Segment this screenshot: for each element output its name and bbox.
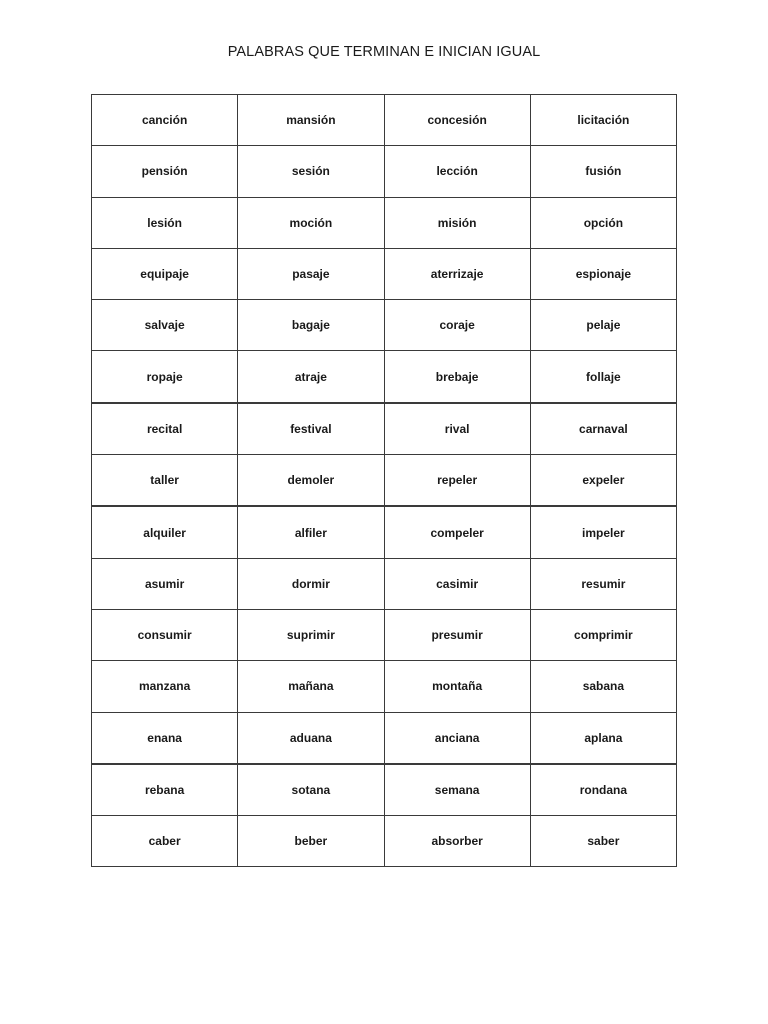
word-cell: festival xyxy=(238,403,384,455)
table-row xyxy=(92,506,677,558)
word-cell: aplana xyxy=(530,712,676,764)
word-cell: saber xyxy=(530,816,676,867)
word-cell: beber xyxy=(238,816,384,867)
table-row xyxy=(92,558,677,609)
word-cell: semana xyxy=(384,764,530,816)
word-cell: presumir xyxy=(384,609,530,660)
word-cell: casimir xyxy=(384,558,530,609)
word-cell: pelaje xyxy=(530,300,676,351)
word-cell: concesión xyxy=(384,95,530,146)
table-row xyxy=(92,197,677,248)
word-cell: absorber xyxy=(384,816,530,867)
word-cell: caber xyxy=(92,816,238,867)
word-cell: pensión xyxy=(92,146,238,197)
word-cell: manzana xyxy=(92,661,238,712)
table-row xyxy=(92,351,677,403)
word-cell: aterrizaje xyxy=(384,248,530,299)
word-cell: dormir xyxy=(238,558,384,609)
word-cell: resumir xyxy=(530,558,676,609)
table-row xyxy=(92,712,677,764)
word-cell: aduana xyxy=(238,712,384,764)
word-cell: canción xyxy=(92,95,238,146)
table-row xyxy=(92,609,677,660)
word-cell: bagaje xyxy=(238,300,384,351)
word-cell: montaña xyxy=(384,661,530,712)
word-cell: equipaje xyxy=(92,248,238,299)
word-cell: fusión xyxy=(530,146,676,197)
word-cell: taller xyxy=(92,455,238,507)
word-cell: alfiler xyxy=(238,506,384,558)
table-row xyxy=(92,403,677,455)
word-cell: misión xyxy=(384,197,530,248)
word-cell: carnaval xyxy=(530,403,676,455)
table-row xyxy=(92,95,677,146)
word-cell: pasaje xyxy=(238,248,384,299)
table-row xyxy=(92,248,677,299)
word-table-body xyxy=(92,95,677,867)
word-cell: salvaje xyxy=(92,300,238,351)
word-cell: opción xyxy=(530,197,676,248)
word-cell: impeler xyxy=(530,506,676,558)
word-cell: compeler xyxy=(384,506,530,558)
word-cell: rival xyxy=(384,403,530,455)
word-cell: lesión xyxy=(92,197,238,248)
word-cell: mañana xyxy=(238,661,384,712)
word-cell: espionaje xyxy=(530,248,676,299)
word-cell: rebana xyxy=(92,764,238,816)
word-cell: comprimir xyxy=(530,609,676,660)
word-cell: alquiler xyxy=(92,506,238,558)
word-cell: coraje xyxy=(384,300,530,351)
table-row xyxy=(92,455,677,507)
word-cell: ropaje xyxy=(92,351,238,403)
word-cell: demoler xyxy=(238,455,384,507)
table-row xyxy=(92,764,677,816)
table-row xyxy=(92,146,677,197)
word-cell: atraje xyxy=(238,351,384,403)
word-cell: recital xyxy=(92,403,238,455)
word-cell: asumir xyxy=(92,558,238,609)
word-cell: sotana xyxy=(238,764,384,816)
table-row xyxy=(92,661,677,712)
word-cell: anciana xyxy=(384,712,530,764)
word-cell: consumir xyxy=(92,609,238,660)
word-cell: suprimir xyxy=(238,609,384,660)
word-cell: rondana xyxy=(530,764,676,816)
word-cell: mansión xyxy=(238,95,384,146)
page-title: PALABRAS QUE TERMINAN E INICIAN IGUAL xyxy=(227,44,541,60)
word-cell: moción xyxy=(238,197,384,248)
table-row xyxy=(92,300,677,351)
word-cell: follaje xyxy=(530,351,676,403)
word-cell: sesión xyxy=(238,146,384,197)
word-cell: sabana xyxy=(530,661,676,712)
word-cell: licitación xyxy=(530,95,676,146)
word-table xyxy=(91,94,677,867)
word-cell: repeler xyxy=(384,455,530,507)
word-cell: enana xyxy=(92,712,238,764)
word-cell: brebaje xyxy=(384,351,530,403)
table-row xyxy=(92,816,677,867)
word-cell: lección xyxy=(384,146,530,197)
word-cell: expeler xyxy=(530,455,676,507)
